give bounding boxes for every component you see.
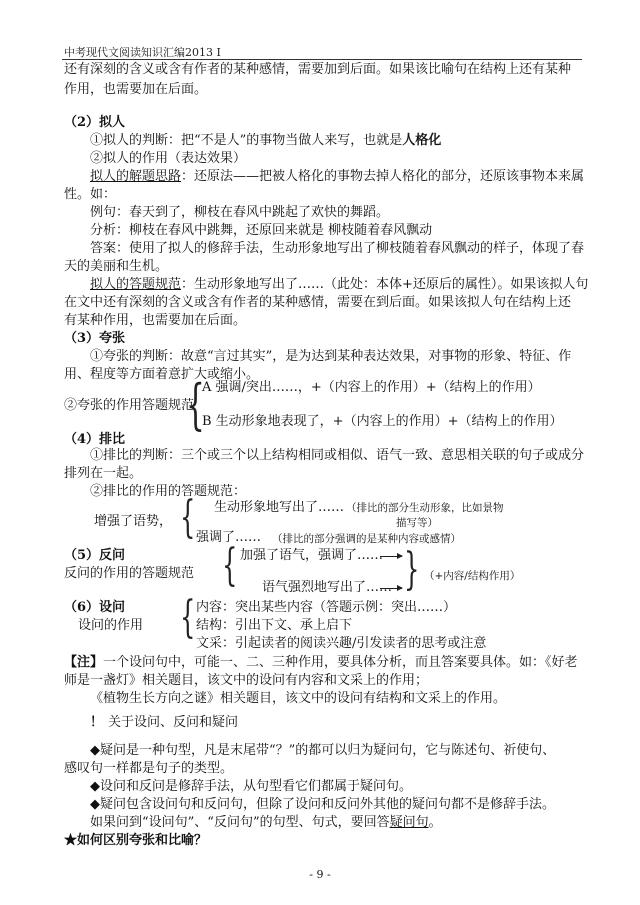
text-line: 《植物生长方向之谜》相关题目，该文中的设问有结构和文采上的作用。 [90,691,507,706]
hypophora-content: 内容：突出某些内容（答题示例：突出……） [196,600,457,615]
section-heading-personification: （2）拟人 [64,115,126,130]
text-line: 天的美丽和生机。 [64,259,169,274]
left-brace: { [180,592,196,643]
section-heading-parallelism: （4）排比 [64,432,126,447]
text-span: 。 [428,815,442,830]
parallelism-rule-b: 强调了…… [196,530,262,545]
rhetorical-rule-note: （+内容/结构作用） [424,570,521,582]
text-line [90,277,588,293]
hypophora-rule-label: 设问的作用 [78,618,144,633]
text-line: ①夸张的判断：故意“言过其实”，是为达到某种表达效果，对事物的形象、特征、作 [90,349,572,364]
left-brace: { [222,540,238,591]
text-line: ②排比的作用的答题规范： [90,484,247,499]
right-brace: } [404,544,420,595]
text-line: 排列在一起。 [64,466,143,481]
parallelism-note-a2: 描写等） [396,517,438,529]
hypophora-title: （6）设问 [64,600,126,615]
section-heading-hyperbole: （3）夸张 [64,331,126,346]
text-line: 用、程度等方面着意扩大或缩小。 [64,367,260,382]
rhetorical-rule-1: 加强了语气，强调了…… [240,548,384,563]
text-line [90,169,584,185]
rhetorical-rule-2: 语气强烈地写出了…… [262,580,393,595]
text-line: 在文中还有深刻的含义或含有作者的某种感情，需要在到后面。如果该拟人句在结构上还 [64,295,572,310]
option-a: A 强调/突出……，+（内容上的作用）+（结构上的作用） [202,380,541,395]
parallelism-rule-a: 生动形象地写出了…… [214,500,345,515]
section-heading-hypophora [64,600,125,616]
rhetorical-rule-label: 反问的作用的答题规范 [64,566,195,581]
text-span: 如果问到“设问句”、“反问句”的句型、句式，要回答 [90,815,390,830]
text-line: 感叹句一样都是句子的类型。 [64,761,234,776]
bullet-line: ◆疑问是一种句型，凡是末尾带“？”的都可以归为疑问句，它与陈述句、祈使句、 [90,743,556,758]
underlined-term: 疑问句 [389,815,429,830]
running-header: 中考现代文阅读知识汇编2013 Ⅰ [64,46,221,59]
final-question: ★如何区别夸张和比喻？ [64,833,208,848]
underlined-term: 拟人的答题规范 [90,277,182,292]
text-span: ：生动形象地写出了……（此处：本体+还原后的属性）。如果该拟人句 [181,277,589,292]
text-line: ①排比的判断：三个或三个以上结构相同或相似、语气一致、意思相关联的句子或成分 [90,448,585,463]
text-line: 师是一盏灯》相关题目，该文中的设问有内容和文采上的作用； [64,673,429,688]
text-line: 有某种作用，也需要加在后面。 [64,313,247,328]
parallelism-note-a: （排比的部分生动形象，比如景物 [346,502,504,514]
hypophora-structure: 结构：引出下文、承上启下 [196,618,353,633]
bullet-line: ◆设问和反问是修辞手法，从句型看它们都属于疑问句。 [90,779,412,794]
text-span: ①拟人的判断：把“不是人”的事物当做人来写，也就是 [90,133,403,148]
header-rule [62,59,582,60]
answer-line: 答案：使用了拟人的修辞手法，生动形象地写出了柳枝随着春风飘动的样子，体现了春 [90,241,585,256]
text-span: 一个设问句中，可能一、二、三种作用，要具体分析，而且答案要具体。如：《好老 [103,655,578,670]
parallelism-note-b: （排比的部分强调的是某种内容或感情） [272,533,461,545]
hypophora-style: 文采：引起读者的阅读兴趣/引发读者的思考或注意 [196,636,487,651]
text-line: ②拟人的作用（表达效果） [90,151,247,166]
text-line: 还有深刻的含义或含有作者的某种感情，需要加到后面。如果该比喻句在结构上还有某种 [64,62,572,77]
bold-term: 人格化 [402,133,442,148]
left-brace: { [180,492,196,543]
note-label: 【注】 [64,655,104,670]
page-number: - 9 - [309,868,331,881]
option-b: B 生动形象地表现了，+（内容上的作用）+（结构上的作用） [202,414,563,429]
underlined-term: 拟人的解题思路 [90,169,182,184]
left-brace: { [186,373,205,436]
text-line [90,815,442,831]
bullet-line: ◆疑问包含设问句和反问句，但除了设问和反问外其他的疑问句都不是修辞手法。 [90,797,555,812]
example-sentence: 例句：春天到了，柳枝在春风中跳起了欢快的舞蹈。 [90,205,390,220]
note-line [64,655,578,671]
text-span: ：还原法——把被人格化的事物去掉人格化的部分，还原该事物本来属 [181,169,585,184]
analysis-line: 分析：柳枝在春风中跳舞，还原回来就是 柳枝随着春风飘动 [90,223,433,238]
text-line: 作用，也需要加在后面。 [64,82,208,97]
parallelism-rule-label: 增强了语势， [94,514,173,529]
text-line [90,133,441,149]
hyperbole-rule-label: ②夸张的作用答题规范 [64,398,195,413]
section-heading-rhetorical-question: （5）反问 [64,548,126,563]
subsection-title: 关于设问、反问和疑问 [108,715,239,730]
exclamation-icon: ！ [90,715,104,730]
text-line: 性。如： [64,187,117,202]
arrow-icon [380,556,402,557]
